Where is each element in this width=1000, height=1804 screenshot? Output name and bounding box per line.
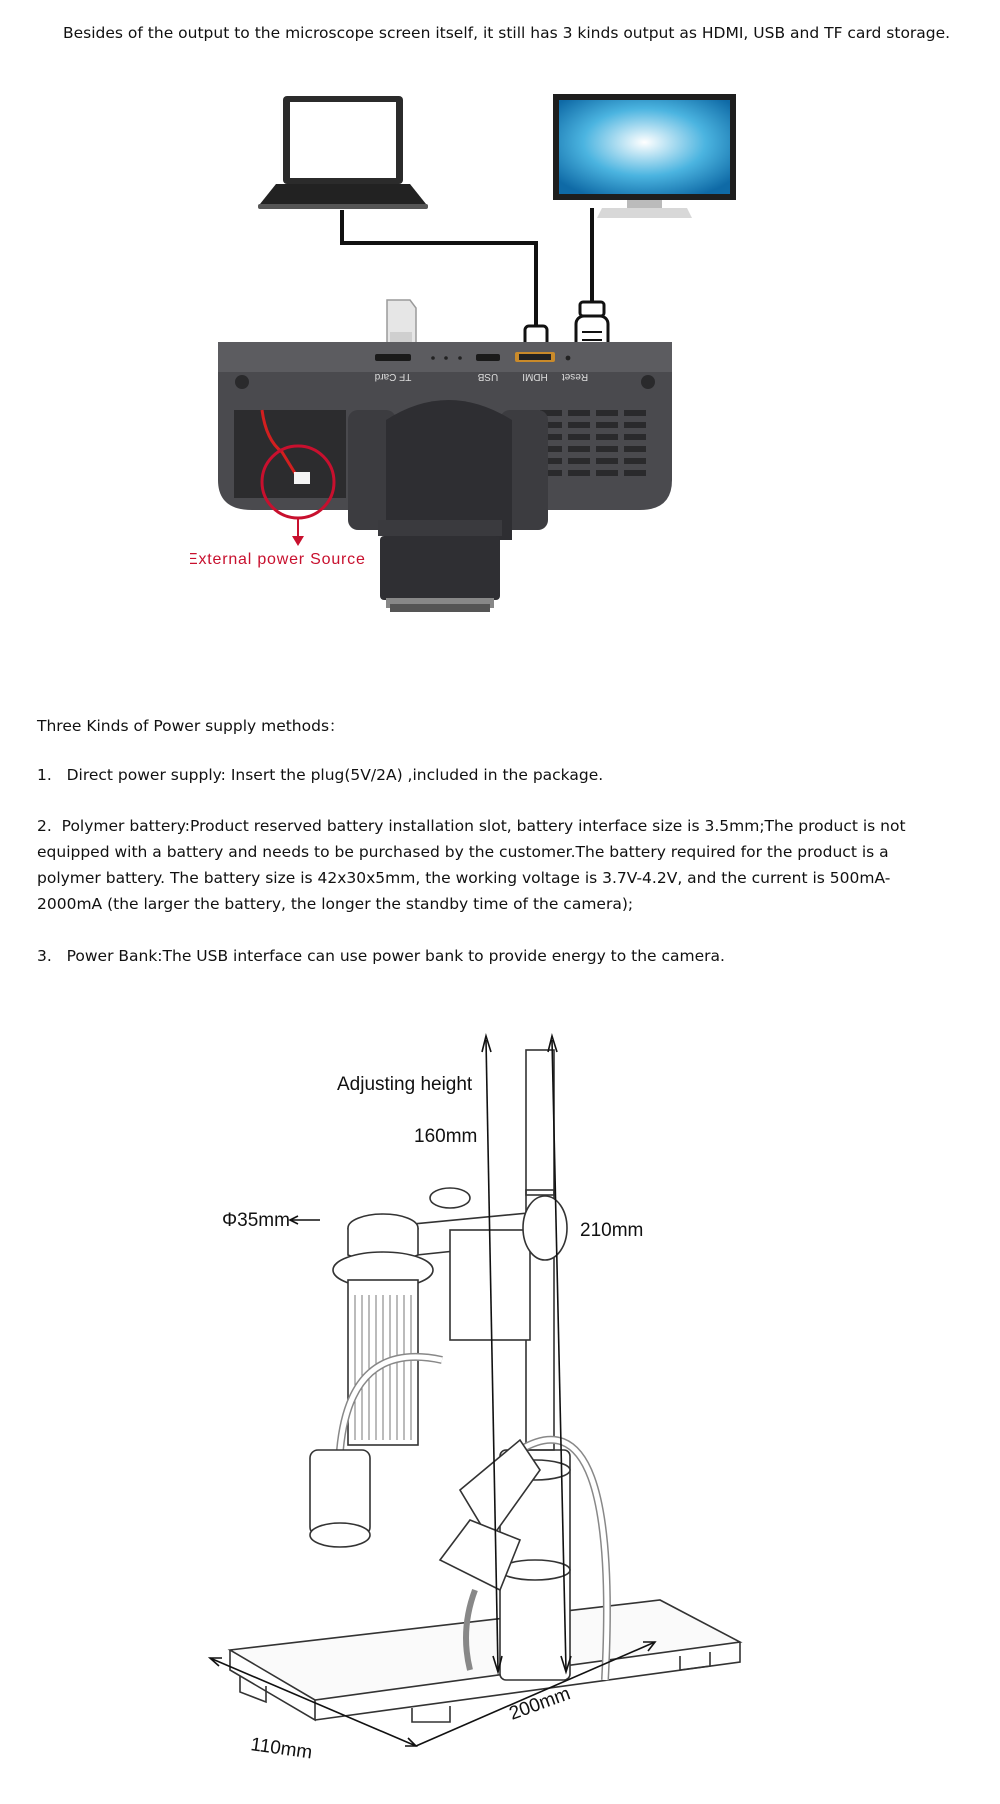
tf-card-icon [387, 300, 416, 348]
stand-dimension-figure [200, 1030, 800, 1790]
external-power-label: External power Source [190, 551, 366, 568]
monitor-icon [553, 94, 736, 218]
list-item-text: Direct power supply: Insert the plug(5V/2A) ,included in the package. [66, 766, 604, 784]
list-item-number: 3. [37, 947, 52, 965]
adjusting-height-label: Adjusting height [337, 1074, 473, 1095]
tf-card-label: TF Card [374, 371, 412, 382]
intro-text: Besides of the output to the microscope screen itself, it still has 3 kinds output as HDMI, USB and TF card storage. [63, 24, 951, 42]
list-item-number: 1. [37, 766, 52, 784]
outputs-figure [190, 80, 790, 700]
width-110-label: 110mm [249, 1734, 314, 1764]
stand-base [230, 1600, 740, 1725]
list-item [37, 943, 725, 969]
height-160-label: 160mm [414, 1126, 478, 1147]
power-heading: Three Kinds of Power supply methods： [37, 717, 345, 735]
laptop-icon [258, 96, 428, 209]
list-item [37, 762, 603, 788]
reset-label: Reset [561, 371, 589, 382]
usb-port-label: USB [477, 371, 499, 382]
list-item-text: Power Bank:The USB interface can use power bank to provide energy to the camera. [66, 947, 725, 965]
microscope-device [218, 342, 672, 612]
hdmi-port-label: HDMI [522, 371, 548, 382]
list-item-text: Polymer battery:Product reserved battery installation slot, battery interface size is 3.5mm;The product is not equipped with a battery and needs to be purchased by the customer.The battery required for the product is a polymer battery. The battery size is 42x30x5mm, the working voltage is 3.7V-4.2V, and the current is 500mA-2000mA (the larger the battery, the longer the standby time of the camera); [37, 817, 906, 913]
height-210-label: 210mm [580, 1220, 644, 1241]
diameter-label: Φ35mm [222, 1210, 290, 1231]
list-item-number: 2. [37, 817, 52, 835]
list-item [37, 813, 917, 917]
depth-200-label: 200mm [506, 1683, 574, 1725]
